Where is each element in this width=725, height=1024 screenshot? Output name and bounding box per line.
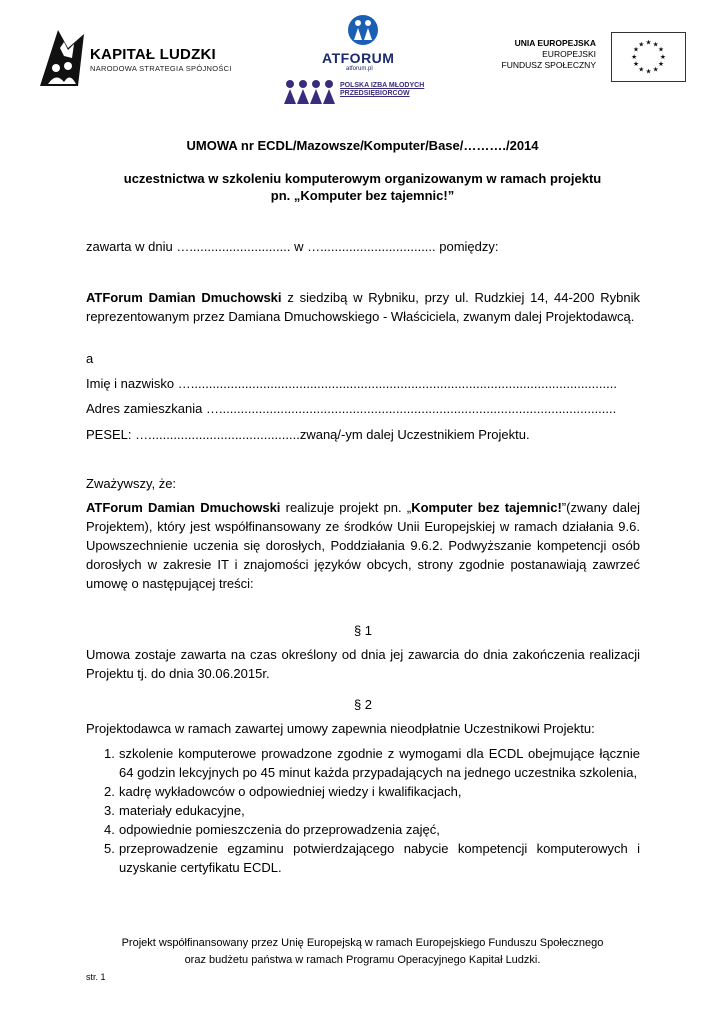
project-name-title: pn. „Komputer bez tajemnic!” — [270, 188, 455, 203]
whereas-paragraph — [86, 498, 640, 593]
atforum-name: ATFORUM — [322, 50, 395, 66]
section2-heading: § 2 — [353, 697, 373, 712]
party1-paragraph — [86, 288, 640, 326]
pimp-people-icon — [283, 78, 339, 106]
list-item-number: 1. — [104, 746, 115, 761]
ue-line1: UNIA EUROPEJSKA — [514, 38, 596, 48]
pimp-logo — [283, 78, 453, 108]
list-item-text: odpowiednie pomieszczenia do przeprowadzenia zajęć, — [119, 822, 440, 837]
name-field: Imię i nazwisko …...................................................................................................................... — [86, 376, 617, 391]
list-item-text: kadrę wykładowców o odpowiedniej wiedzy i kwalifikacjach, — [119, 784, 462, 799]
list-item-number: 3. — [104, 803, 115, 818]
address-field: Adres zamieszkania ….............................................................................................................. — [86, 401, 617, 416]
svg-text:★: ★ — [657, 60, 664, 69]
eu-flag-icon — [611, 32, 686, 82]
list-item — [86, 839, 640, 877]
concluded-on-line: zawarta w dniu …............................ w …................................ pomiędzy: — [86, 239, 499, 254]
kapital-ludzki-logo — [38, 28, 253, 88]
list-item-text: przeprowadzenie egzaminu potwierdzającego nabycie kompetencji komputerowych i uzyskanie certyfikatu ECDL. — [119, 841, 640, 875]
ue-line3: FUNDUSZ SPOŁECZNY — [501, 60, 596, 70]
ue-logo — [498, 32, 686, 82]
whereas-label: Zważywszy, że: — [86, 476, 177, 491]
svg-text:★: ★ — [652, 65, 659, 74]
footer-line1: Projekt współfinansowany przez Unię Europejską w ramach Europejskiego Funduszu Społecznego — [121, 937, 604, 949]
svg-text:★: ★ — [657, 45, 664, 54]
footer-line2: oraz budżetu państwa w ramach Programu Operacyjnego Kapitał Ludzki. — [184, 954, 541, 966]
section2-list-container — [86, 744, 640, 877]
ue-line2: EUROPEJSKI — [542, 49, 596, 59]
section2-intro: Projektodawca w ramach zawartej umowy zapewnia nieodpłatnie Uczestnikowi Projektu: — [86, 721, 595, 736]
list-item-number: 2. — [104, 784, 115, 799]
svg-text:★: ★ — [659, 52, 666, 61]
atforum-url: atforum.pl — [346, 66, 373, 72]
atforum-emblem-icon — [348, 14, 378, 46]
whereas-name: ATForum Damian Dmuchowski — [86, 500, 281, 515]
pesel-field: PESEL: …..........................................zwaną/-ym dalej Uczestnikiem Projektu. — [86, 427, 530, 442]
page-number: str. 1 — [86, 972, 106, 982]
list-item — [86, 820, 640, 839]
svg-text:★: ★ — [638, 40, 645, 49]
svg-text:★: ★ — [652, 40, 659, 49]
pimp-line1: POLSKA IZBA MŁODYCH — [340, 82, 425, 89]
svg-text:★: ★ — [633, 45, 640, 54]
contract-subtitle: uczestnictwa w szkoleniu komputerowym organizowanym w ramach projektu — [123, 171, 602, 186]
ue-text — [502, 38, 596, 71]
section2-list — [86, 744, 640, 877]
party1-name: ATForum Damian Dmuchowski — [86, 290, 282, 305]
whereas-t1: realizuje projekt pn. „ — [280, 500, 412, 515]
pimp-name — [340, 82, 424, 98]
svg-text:★: ★ — [633, 60, 640, 69]
list-item-number: 5. — [104, 841, 115, 856]
svg-text:★: ★ — [645, 38, 652, 47]
section1-text: Umowa zostaje zawarta na czas określony od dnia jej zawarcia do dnia zakończenia realizacji Projektu tj. do dnia 30.06.2015r. — [86, 647, 640, 681]
and-word: a — [86, 351, 94, 366]
party1-text: z siedzibą w Rybniku, przy ul. Rudzkiej 14, 44-200 Rybnik reprezentowanym przez Damiana Dmuchowskiego - Właściciela, zwanym dalej Projektodawcą. — [86, 290, 640, 324]
list-item-number: 4. — [104, 822, 115, 837]
contract-title: UMOWA nr ECDL/Mazowsze/Komputer/Base/………./2014 — [186, 138, 539, 153]
kapital-ludzki-emblem-icon — [38, 28, 86, 88]
svg-text:★: ★ — [631, 52, 638, 61]
pimp-line2: PRZEDSIĘBIORCÓW — [340, 90, 410, 97]
whereas-t2: ”(zwany dalej Projektem), który jest współfinansowany ze środków Unii Europejskiej w ramach działania 9.6. Upowszechnienie uczenia się dorosłych, Poddziałania 9.6.2. Podwyższanie kompetencji osób dorosłych w zakresie IT i znajomości języków obcych, strony zgodnie postanawiają zawrzeć umowę o następującej treści: — [86, 500, 641, 591]
list-item — [86, 782, 640, 801]
list-item — [86, 744, 640, 782]
list-item-text: materiały edukacyjne, — [119, 803, 245, 818]
kapital-ludzki-title: KAPITAŁ LUDZKI — [90, 46, 216, 63]
section1-heading: § 1 — [353, 623, 373, 638]
kapital-ludzki-subtitle: NARODOWA STRATEGIA SPÓJNOŚCI — [90, 64, 232, 73]
atforum-logo — [318, 14, 408, 76]
svg-text:★: ★ — [645, 67, 652, 76]
svg-text:★: ★ — [638, 65, 645, 74]
list-item — [86, 801, 640, 820]
list-item-text: szkolenie komputerowe prowadzone zgodnie z wymogami dla ECDL obejmujące łącznie 64 godzin lekcyjnych po 45 minut każda przypadających na jednego uczestnika szkolenia, — [119, 746, 640, 780]
whereas-project: Komputer bez tajemnic! — [411, 500, 562, 515]
